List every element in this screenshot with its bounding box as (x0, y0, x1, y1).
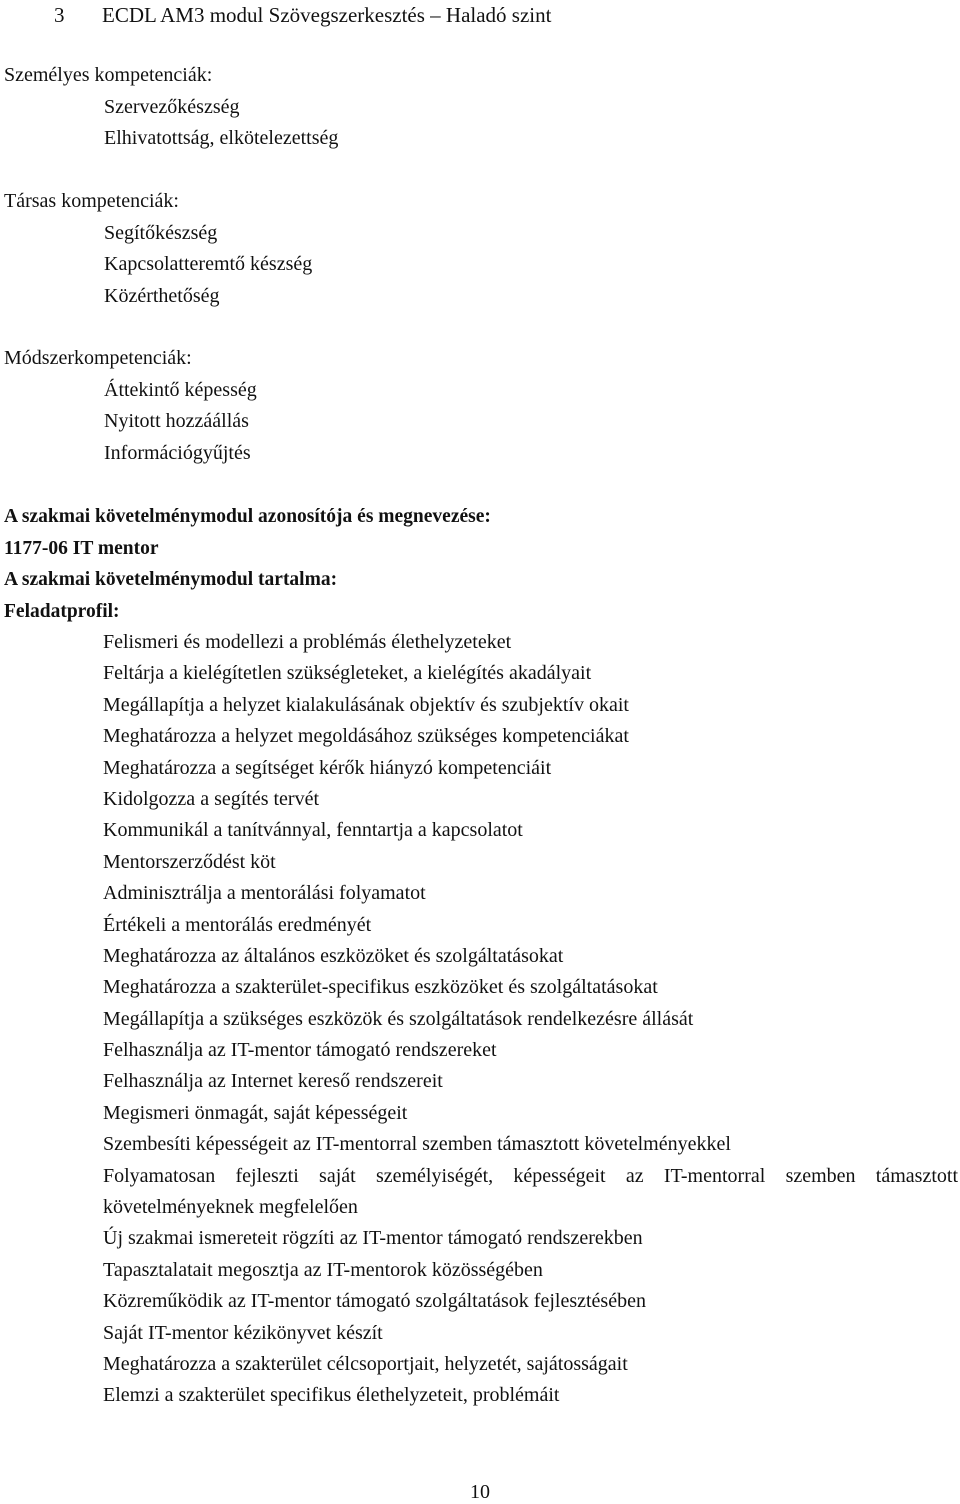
task-item: Meghatározza a szakterület célcsoportjait, helyzetét, sajátosságait (103, 1353, 628, 1376)
personal-item: Szervezőkészség (104, 95, 240, 118)
task-item: Kommunikál a tanítvánnyal, fenntartja a kapcsolatot (103, 819, 523, 842)
task-profile-label: Feladatprofil: (4, 600, 120, 622)
task-item: Felhasználja az IT-mentor támogató rendszereket (103, 1039, 497, 1062)
page-number: 10 (470, 1481, 490, 1503)
personal-item: Elhivatottság, elkötelezettség (104, 127, 339, 149)
task-item: Felismeri és modellezi a problémás élethelyzeteket (103, 631, 512, 653)
task-item: Adminisztrálja a mentorálási folyamatot (103, 882, 426, 905)
task-item: Meghatározza a szakterület-specifikus eszközöket és szolgáltatásokat (103, 976, 658, 999)
task-item: Meghatározza a segítséget kérők hiányzó kompetenciáit (103, 756, 552, 779)
task-item: Új szakmai ismereteit rögzíti az IT-mentor támogató rendszerekben (103, 1227, 643, 1250)
task-item: Megállapítja a helyzet kialakulásának objektív és szubjektív okait (103, 693, 629, 716)
section-title: ECDL AM3 modul Szövegszerkesztés – Haladó szint (102, 3, 552, 27)
task-item: Folyamatosan fejleszti saját személyiségét, képességeit az IT-mentorral szemben támasztott követelményeknek megfelelően (103, 1164, 958, 1219)
module-id-value: 1177-06 IT mentor (4, 537, 159, 559)
task-item: Elemzi a szakterület specifikus élethelyzeteit, problémáit (103, 1384, 560, 1407)
task-item: Feltárja a kielégítetlen szükségleteket, a kielégítés akadályait (103, 662, 592, 685)
task-item: Tapasztalatait megosztja az IT-mentorok közösségében (103, 1258, 543, 1281)
module-id-label: A szakmai követelménymodul azonosítója és megnevezése: (4, 506, 491, 527)
method-competencies (4, 343, 257, 469)
task-item: Meghatározza a helyzet megoldásához szükséges kompetenciákat (103, 725, 629, 748)
task-list (4, 627, 958, 1412)
task-item: Felhasználja az Internet kereső rendszereit (103, 1070, 443, 1093)
social-competencies (4, 186, 312, 312)
module-section (4, 501, 958, 1412)
social-item: Közérthetőség (104, 284, 220, 307)
task-item: Kidolgozza a segítés tervét (103, 787, 320, 810)
method-item: Nyitott hozzáállás (104, 410, 249, 432)
method-item: Áttekintő képesség (104, 378, 257, 401)
method-competencies-label: Módszerkompetenciák: (4, 347, 192, 369)
task-item: Értékeli a mentorálás eredményét (103, 913, 372, 936)
task-item: Megállapítja a szükséges eszközök és szolgáltatások rendelkezésre állását (103, 1007, 694, 1030)
social-competencies-label: Társas kompetenciák: (4, 190, 179, 212)
social-item: Kapcsolatteremtő készség (104, 253, 313, 275)
social-item: Segítőkészség (104, 221, 218, 244)
section-number: 3 (54, 3, 65, 27)
personal-competencies-label: Személyes kompetenciák: (4, 64, 213, 86)
task-item: Közreműködik az IT-mentor támogató szolgáltatások fejlesztésében (103, 1290, 646, 1313)
task-item: Megismeri önmagát, saját képességeit (103, 1101, 408, 1124)
method-item: Információgyűjtés (104, 441, 251, 464)
task-item: Szembesíti képességeit az IT-mentorral szemben támasztott követelményekkel (103, 1133, 731, 1156)
task-item: Meghatározza az általános eszközöket és szolgáltatásokat (103, 944, 564, 967)
page-header (54, 2, 551, 28)
task-item: Mentorszerződést köt (103, 850, 276, 873)
personal-competencies (4, 60, 338, 155)
task-item: Saját IT-mentor kézikönyvet készít (103, 1321, 383, 1344)
module-content-label: A szakmai követelménymodul tartalma: (4, 569, 338, 590)
